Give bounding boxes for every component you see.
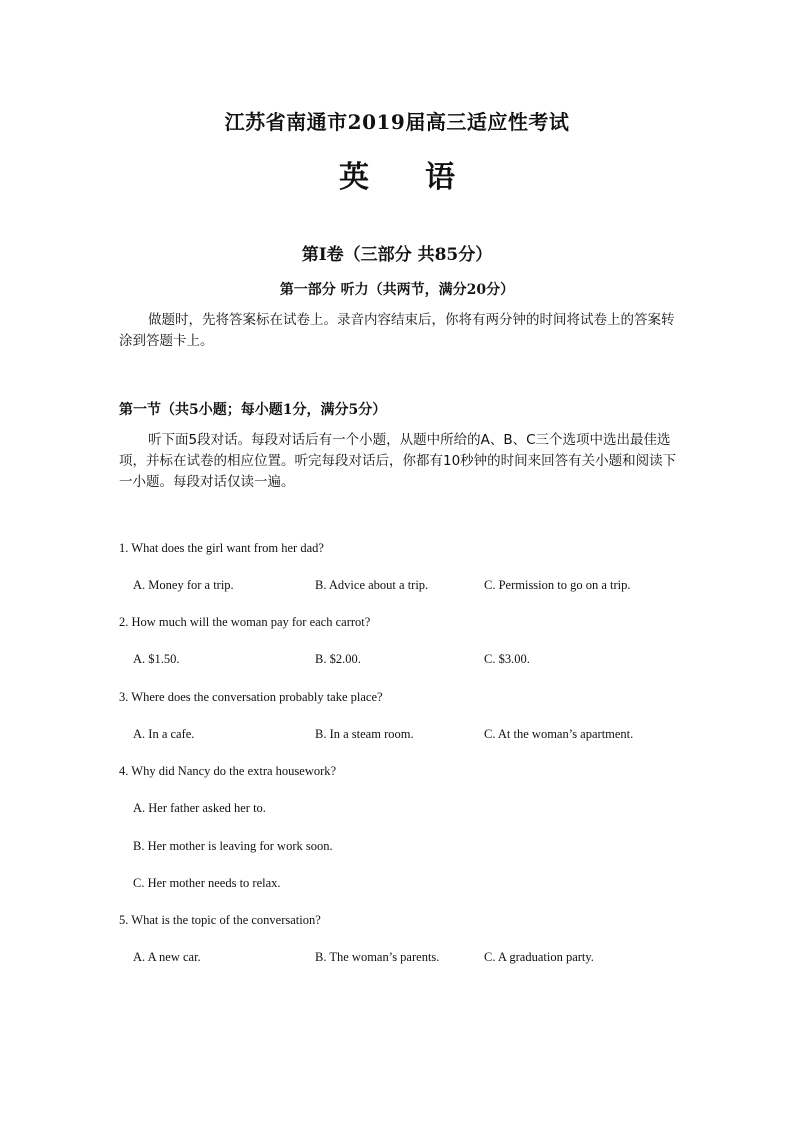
exam-title: 江苏省南通市2019届高三适应性考试	[224, 110, 570, 134]
question-3-option-b: B. In a steam room.	[315, 727, 414, 741]
question-5-option-c: C. A graduation party.	[484, 950, 594, 964]
question-5-option-b: B. The woman’s parents.	[315, 950, 440, 964]
section-one-instructions: 听下面5段对话。每段对话后有一个小题，从题中所给的A、B、C三个选项中选出最佳选项，并标在试卷的相应位置。听完每段对话后，你都有10秒钟的时间来回答有关小题和阅读下一小题。每段对话仅读一遍。	[119, 432, 677, 490]
subject-char-1: 英	[339, 160, 369, 195]
question-3-option-a: A. In a cafe.	[133, 727, 195, 741]
subject-char-2: 语	[425, 160, 455, 195]
question-3-stem: 3. Where does the conversation probably take place?	[119, 690, 383, 704]
question-5-stem: 5. What is the topic of the conversation?	[119, 913, 321, 927]
question-1-option-b: B. Advice about a trip.	[315, 578, 429, 592]
question-4-stem: 4. Why did Nancy do the extra housework?	[119, 764, 337, 778]
question-1-option-a: A. Money for a trip.	[133, 578, 234, 592]
question-5-option-a: A. A new car.	[133, 950, 201, 964]
question-2-stem: 2. How much will the woman pay for each carrot?	[119, 615, 371, 629]
question-4-option-a: A. Her father asked her to.	[133, 801, 266, 815]
part-one-instructions: 做题时，先将答案标在试卷上。录音内容结束后，你将有两分钟的时间将试卷上的答案转涂到答题卡上。	[119, 312, 675, 349]
volume-title: 第Ⅰ卷（三部分 共85分）	[301, 245, 493, 265]
question-1-option-c: C. Permission to go on a trip.	[484, 578, 631, 592]
question-3-option-c: C. At the woman’s apartment.	[484, 727, 634, 741]
question-2-option-b: B. $2.00.	[315, 652, 361, 666]
section-one-title: 第一节（共5小题；每小题1分，满分5分）	[119, 402, 387, 418]
subject-title	[0, 152, 794, 196]
question-4-option-c: C. Her mother needs to relax.	[133, 876, 281, 890]
question-1-stem: 1. What does the girl want from her dad?	[119, 541, 324, 555]
question-4-option-b: B. Her mother is leaving for work soon.	[133, 839, 333, 853]
part-one-title: 第一部分 听力（共两节，满分20分）	[279, 282, 515, 298]
question-2-option-c: C. $3.00.	[484, 652, 530, 666]
question-2-option-a: A. $1.50.	[133, 652, 180, 666]
